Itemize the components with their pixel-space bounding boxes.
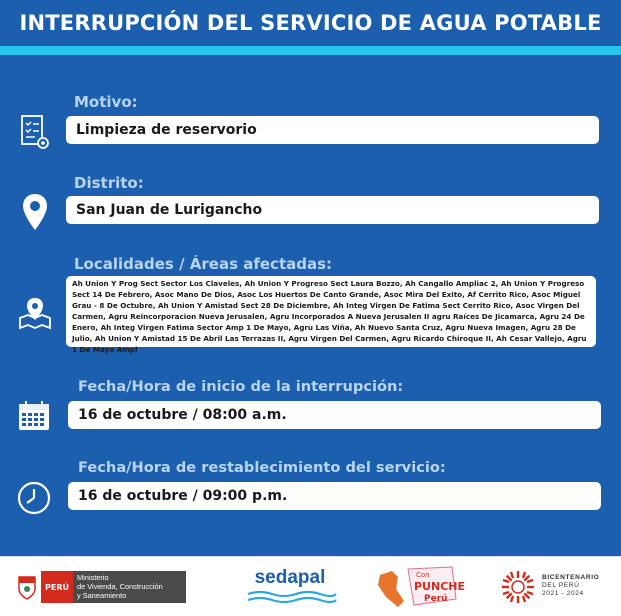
- localidades-label: Localidades / Áreas afectadas:: [74, 255, 333, 273]
- localidades-value: Ah Union Y Prog Sect Sector Los Claveles, Ah Union Y Progreso Sect Laura Bozzo, Ah Cangallo Ampliac 2, Ah Union Y Progreso Sect 14 De Febrero, Asoc Mano De Dios, Asoc Los Huertos De Canto Grande, Asoc Mira Del Exito, Af Cerrito Rico, Asoc Miguel Grau - 8 De Octubre, Ah Union Y Amistad Sect 28 De Diciembre, Ah Integ Virgen De Fatima Sect Cerrito Rico, Asoc Virgen Del Carmen, Agru Reincorporacion Nueva Jerusalen, Agru Incorporados A Nueva Jerusalen II agru Raíces De Jicamarca, Agru 24 De Enero, Ah Integ Virgen Fatima Sector Amp 1 De Mayo, Agru Las Viña, Ah Nuevo Santa Cruz, Agru Nueva Imagen, Agru 28 De Julio, Ah Union Y Amistad 15 De Abril Las Terrazas II, Agru Virgen Del Carmen, Agru Ricardo Chiroque II, Ah Cesar Vallejo, Agru 1 De Mayo Ampl: [66, 276, 596, 347]
- bicentenario-logo: [500, 569, 610, 605]
- punche-con: Con: [416, 571, 430, 579]
- title-bar: [0, 0, 621, 46]
- ministry-line: de Vivienda, Construcción: [76, 582, 163, 591]
- calendar-icon: [18, 401, 50, 431]
- peru-map-icon: [374, 563, 465, 611]
- bicent-line: BICENTENARIO: [542, 574, 600, 581]
- inicio-value: 16 de octubre / 08:00 a.m.: [68, 401, 601, 429]
- bicentenario-sun-icon: [500, 569, 536, 605]
- distrito-value: San Juan de Lurigancho: [66, 196, 599, 224]
- peru-tag: PERÚ: [41, 571, 73, 603]
- inicio-label: Fecha/Hora de inicio de la interrupción:: [78, 378, 404, 395]
- clock-icon: [17, 481, 51, 515]
- checklist-gear-icon: [19, 114, 51, 150]
- bicent-line: 2021 - 2024: [542, 590, 584, 597]
- ministry-line: Ministerio: [76, 573, 109, 582]
- water-waves-icon: [244, 590, 336, 604]
- map-location-icon: [18, 296, 52, 330]
- punche-peru: Perú: [424, 594, 448, 604]
- restablecimiento-label: Fecha/Hora de restablecimiento del servicio:: [78, 459, 446, 476]
- ministry-line: y Saneamiento: [76, 591, 127, 600]
- sedapal-logo: [244, 567, 336, 607]
- footer: [0, 556, 621, 616]
- title-stripe: [0, 46, 621, 55]
- peru-shield-icon: [16, 571, 38, 603]
- page-title: INTERRUPCIÓN DEL SERVICIO DE AGUA POTABLE: [19, 11, 602, 35]
- ministry-logo: [16, 571, 186, 603]
- con-punche-peru-logo: [374, 563, 465, 611]
- bicent-line: DEL PERÚ: [542, 582, 580, 589]
- map-pin-icon: [22, 193, 48, 231]
- motivo-value: Limpieza de reservorio: [66, 116, 599, 144]
- motivo-label: Motivo:: [74, 93, 138, 111]
- ministry-text: [73, 571, 186, 603]
- bicentenario-text: [542, 574, 599, 598]
- distrito-label: Distrito:: [74, 174, 144, 192]
- restablecimiento-value: 16 de octubre / 09:00 p.m.: [68, 482, 601, 510]
- punche-word: PUNCHE: [414, 580, 465, 593]
- sedapal-text: sedapal: [254, 567, 326, 588]
